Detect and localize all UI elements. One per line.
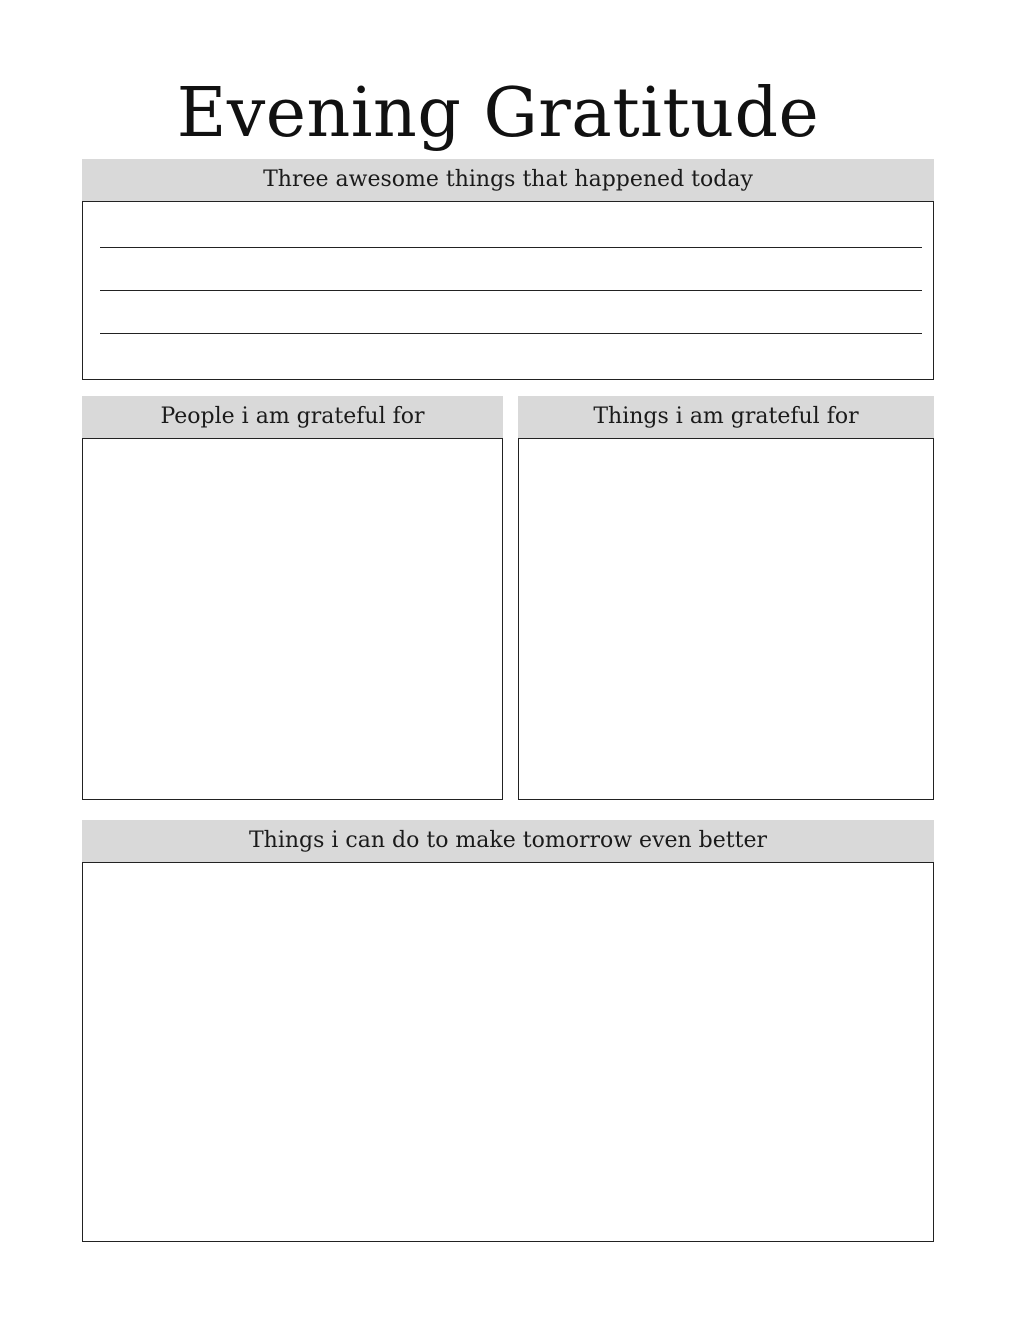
write-line-2[interactable] — [100, 290, 922, 291]
people-grateful-heading: People i am grateful for — [82, 396, 503, 438]
awesome-things-section — [82, 159, 934, 380]
write-line-1[interactable] — [100, 247, 922, 248]
tomorrow-better-box[interactable] — [82, 862, 934, 1242]
tomorrow-better-section — [82, 820, 934, 1242]
people-grateful-box[interactable] — [82, 438, 503, 800]
things-grateful-box[interactable] — [518, 438, 934, 800]
page-title: Evening Gratitude — [176, 74, 820, 153]
tomorrow-better-heading: Things i can do to make tomorrow even better — [82, 820, 934, 862]
things-grateful-section — [518, 396, 934, 800]
write-line-3[interactable] — [100, 333, 922, 334]
awesome-things-box[interactable] — [82, 201, 934, 380]
awesome-things-heading: Three awesome things that happened today — [82, 159, 934, 201]
things-grateful-heading: Things i am grateful for — [518, 396, 934, 438]
people-grateful-section — [82, 396, 503, 800]
